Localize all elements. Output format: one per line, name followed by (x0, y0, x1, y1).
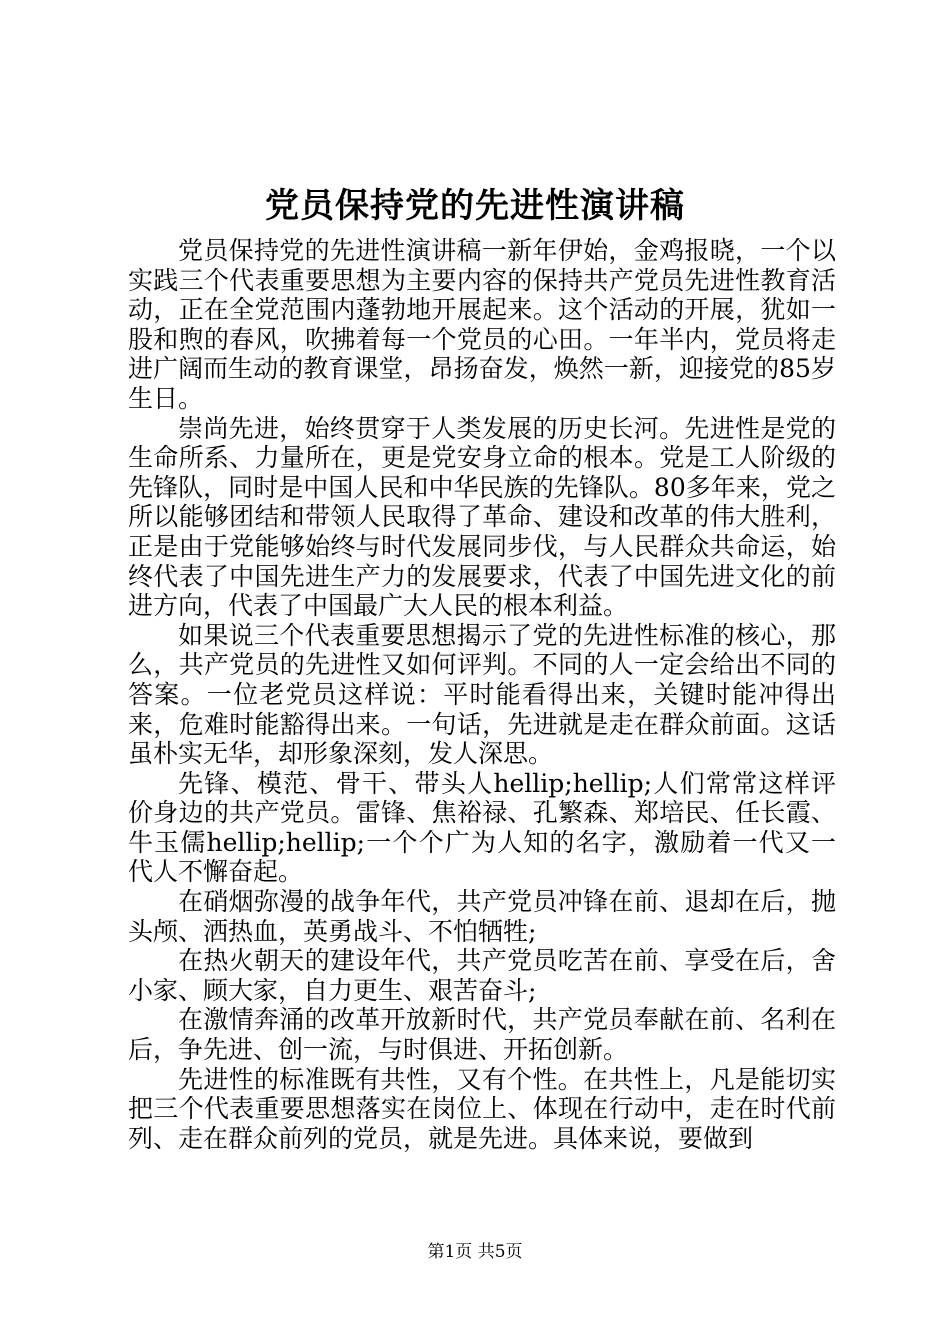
paragraph: 在热火朝天的建设年代，共产党员吃苦在前、享受在后，舍小家、顾大家，自力更生、艰苦奋斗; (128, 946, 836, 1005)
page-number-footer: 第1页 共5页 (427, 1242, 523, 1262)
paragraph: 先锋、模范、骨干、带头人hellip;hellip;人们常常这样评价身边的共产党员。雷锋、焦裕禄、孔繁森、郑培民、任长霞、牛玉儒hellip;hellip;一个个广为人知的名字，激励着一代又一代人不懈奋起。 (128, 768, 836, 887)
paragraph: 党员保持党的先进性演讲稿一新年伊始，金鸡报晓，一个以实践三个代表重要思想为主要内容的保持共产党员先进性教育活动，正在全党范围内蓬勃地开展起来。这个活动的开展，犹如一股和煦的春风，吹拂着每一个党员的心田。一年半内，党员将走进广阔而生动的教育课堂，昂扬奋发，焕然一新，迎接党的85岁生日。 (128, 236, 836, 413)
paragraph: 崇尚先进，始终贯穿于人类发展的历史长河。先进性是党的生命所系、力量所在，更是党安身立命的根本。党是工人阶级的先锋队，同时是中国人民和中华民族的先锋队。80多年来，党之所以能够团结和带领人民取得了革命、建设和改革的伟大胜利，正是由于党能够始终与时代发展同步伐，与人民群众共命运，始终代表了中国先进生产力的发展要求，代表了中国先进文化的前进方向，代表了中国最广大人民的根本利益。 (128, 413, 836, 621)
document-body (128, 236, 836, 1153)
paragraph: 先进性的标准既有共性，又有个性。在共性上，凡是能切实把三个代表重要思想落实在岗位上、体现在行动中，走在时代前列、走在群众前列的党员，就是先进。具体来说，要做到 (128, 1064, 836, 1153)
paragraph: 如果说三个代表重要思想揭示了党的先进性标准的核心，那么，共产党员的先进性又如何评判。不同的人一定会给出不同的答案。一位老党员这样说：平时能看得出来，关键时能冲得出来，危难时能豁得出来。一句话，先进就是走在群众前面。这话虽朴实无华，却形象深刻，发人深思。 (128, 620, 836, 769)
document-title: 党员保持党的先进性演讲稿 (265, 186, 685, 226)
paragraph: 在硝烟弥漫的战争年代，共产党员冲锋在前、退却在后，抛头颅、洒热血，英勇战斗、不怕牺牲; (128, 887, 836, 946)
paragraph: 在激情奔涌的改革开放新时代，共产党员奉献在前、名利在后，争先进、创一流，与时俱进、开拓创新。 (128, 1005, 836, 1065)
